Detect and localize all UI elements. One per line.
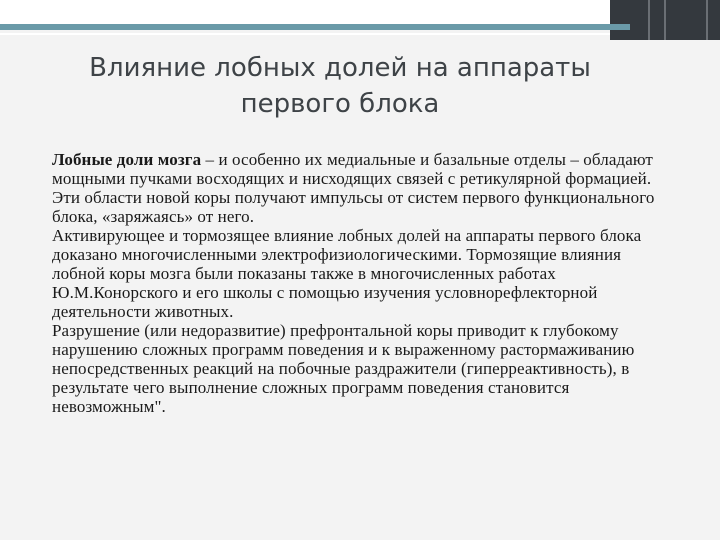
paragraph-lead: Лобные доли мозга — [52, 150, 202, 169]
slide-title — [60, 50, 620, 122]
corner-stripe — [706, 0, 708, 40]
paragraph-1 — [52, 150, 672, 226]
divider-line — [0, 33, 664, 35]
corner-accent — [610, 24, 630, 30]
title-line-2: первого блока — [240, 89, 440, 119]
title-line-1: Влияние лобных долей на аппараты — [89, 53, 591, 83]
corner-stripe — [664, 0, 666, 40]
corner-stripe — [648, 0, 650, 40]
paragraph-2: Активирующее и тормозящее влияние лобных долей на аппараты первого блока доказано многочисленными электрофизиологическими. Тормозящие влияния лобной коры мозга были показаны также в многочисленных работах Ю.М.Конорского и его школы с помощью изучения условнорефлекторной деятельности животных. — [52, 226, 642, 321]
accent-line — [0, 24, 610, 30]
slide-body — [52, 150, 672, 416]
paragraph-1-text: – и особенно их медиальные и базальные отделы – обладают мощными пучками восходящих и нисходящих связей с ретикулярной формацией. Эти области новой коры получают импульсы от систем первого функционального блока, «заряжаясь» от него. — [52, 150, 655, 226]
paragraph-3: Разрушение (или недоразвитие) префронтальной коры приводит к глубокому нарушению сложных программ поведения и к выраженному растормаживанию непосредственных реакций на побочные раздражители (гиперреактивность), в результате чего выполнение сложных программ поведения становится невозможным". — [52, 321, 635, 416]
